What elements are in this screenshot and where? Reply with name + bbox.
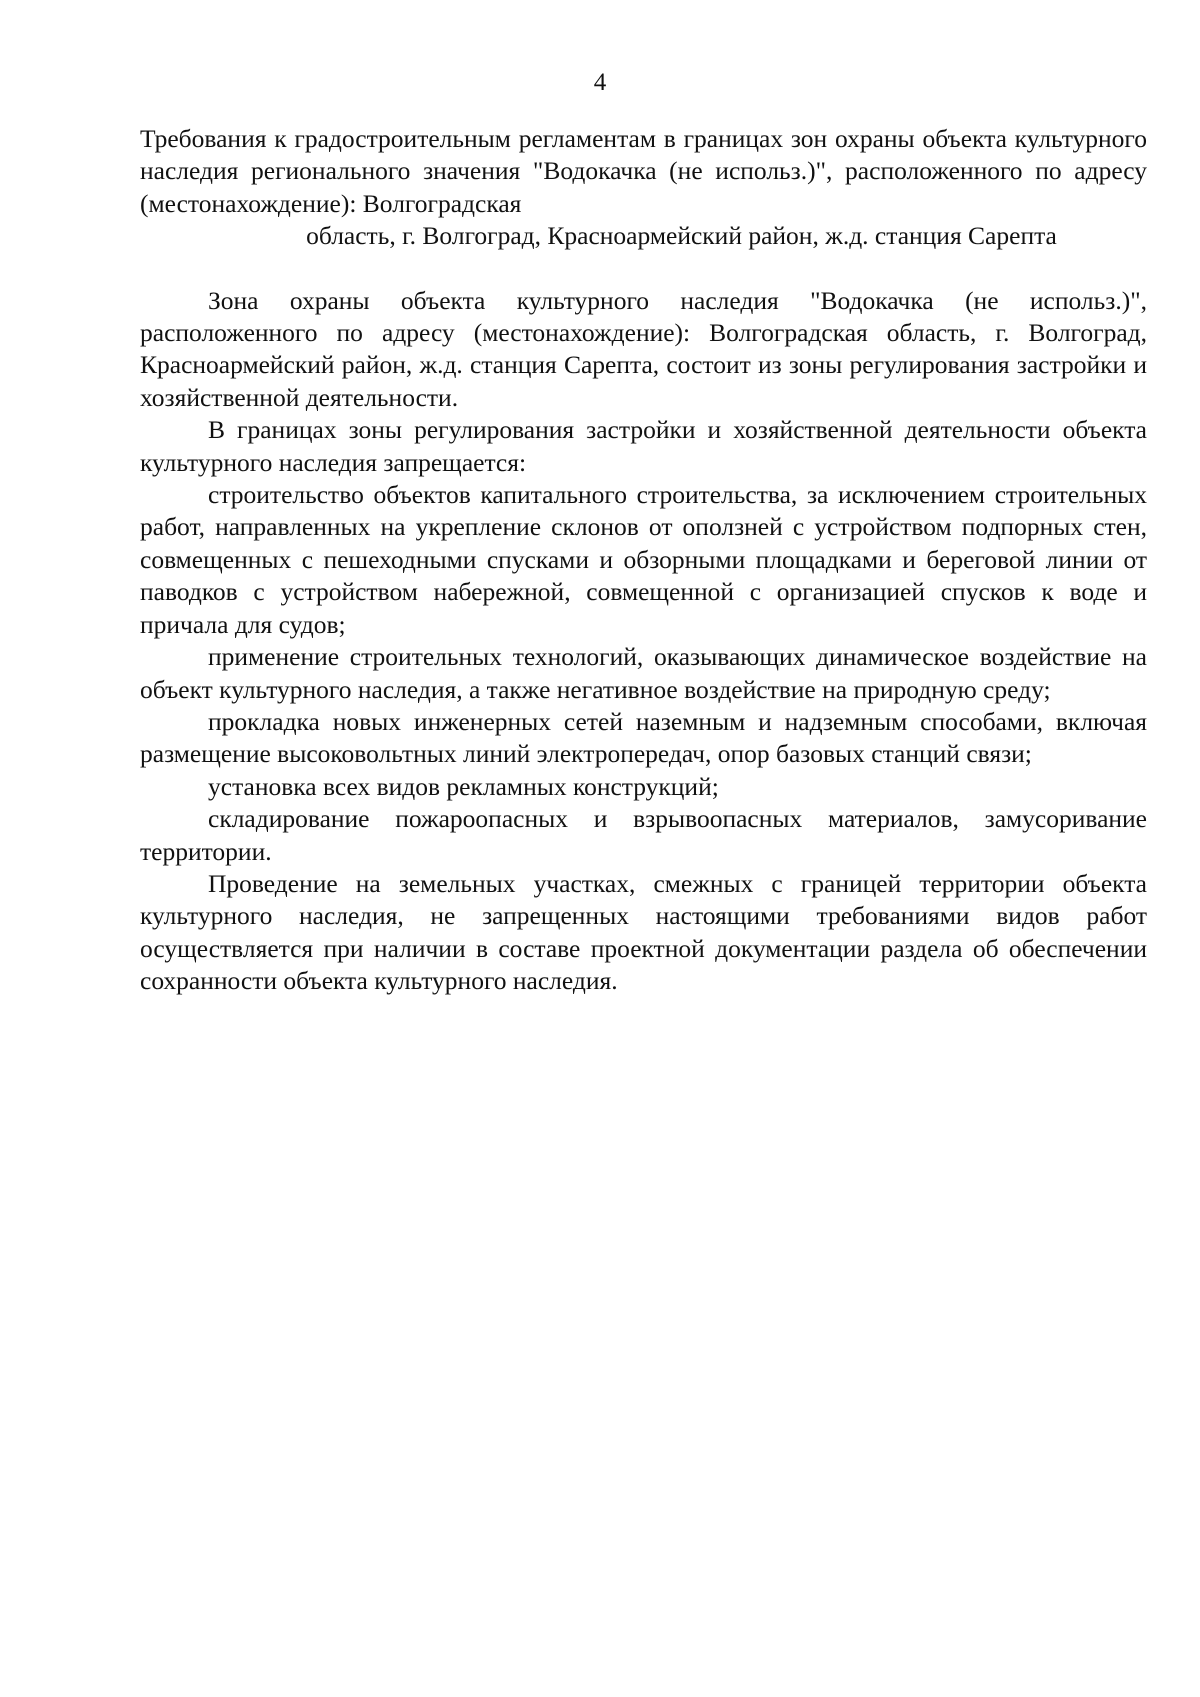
paragraph-adjacent-works: Проведение на земельных участках, смежных с границей территории объекта культурного наследия, не запрещенных настоящими требованиями видов работ осуществляется при наличии в составе проектной документации раздела об обеспечении сохранности объекта культурного наследия. xyxy=(140,868,1147,996)
heading-last-line: область, г. Волгоград, Красноармейский район, ж.д. станция Сарепта xyxy=(306,221,1057,251)
paragraph-prohibitions-intro: В границах зоны регулирования застройки и хозяйственной деятельности объекта культурного наследия запрещается: xyxy=(140,415,1147,477)
paragraph-storage-ban: складирование пожароопасных и взрывоопасных материалов, замусоривание территории. xyxy=(140,804,1147,866)
document-body xyxy=(140,123,1147,998)
page-number: 4 xyxy=(593,69,607,96)
paragraph-utility-networks-ban: прокладка новых инженерных сетей наземным и надземным способами, включая размещение высоковольтных линий электропередач, опор базовых станций связи; xyxy=(140,706,1147,769)
paragraph-zone-description: Зона охраны объекта культурного наследия "Водокачка (не использ.)", расположенного по адресу (местонахождение): Волгоградская область, г. Волгоград, Красноармейский район, ж.д. станция Сарепта, состоит из зоны регулирования застройки и хозяйственной деятельности. xyxy=(140,285,1147,412)
heading-text: Требования к градостроительным регламентам в границах зон охраны объекта культурного наследия регионального значения "Водокачка (не использ.)", расположенного по адресу (местонахождение): Волгоградская xyxy=(140,124,1147,218)
paragraph-construction-ban: строительство объектов капитального строительства, за исключением строительных работ, направленных на укрепление склонов от оползней с устройством подпорных стен, совмещенных с пешеходными спусками и обзорными площадками и береговой линии от паводков с устройством набережной, совмещенной с организацией спусков к воде и причала для судов; xyxy=(140,480,1147,639)
paragraph-technology-ban: применение строительных технологий, оказывающих динамическое воздействие на объект культурного наследия, а также негативное воздействие на природную среду; xyxy=(140,642,1147,704)
paragraph-advertising-ban: установка всех видов рекламных конструкций; xyxy=(208,771,719,801)
spacer xyxy=(140,253,1147,285)
section-heading xyxy=(140,123,1147,253)
